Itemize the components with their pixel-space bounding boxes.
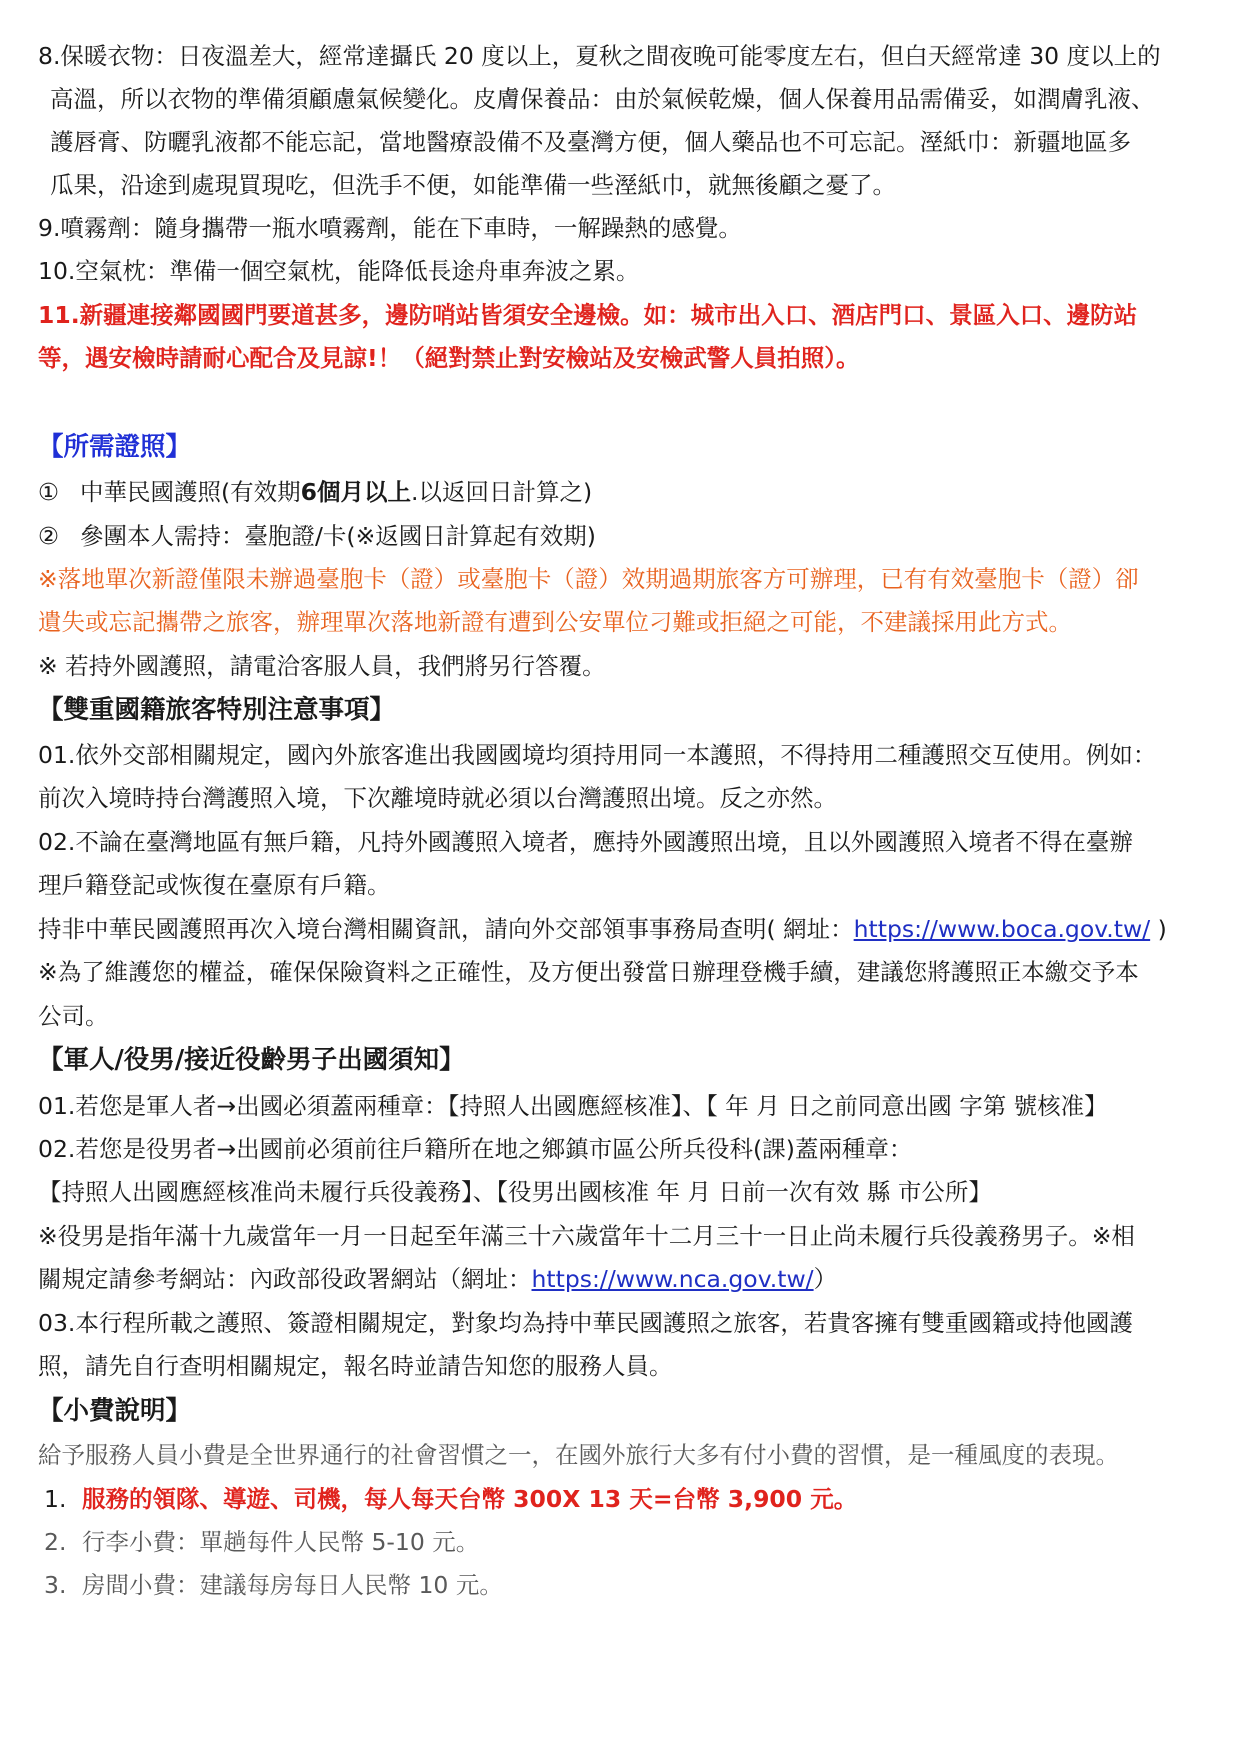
military-line3: 【持照人出國應經核准尚未履行兵役義務】、【役男出國核准 年 月 日前一次有效 縣 市公所】 [38,1178,992,1206]
docs-line2: ② 參團本人需持：臺胞證/卡(※返國日計算起有效期) [38,518,596,554]
item8-line1: 8.保暖衣物：日夜溫差大，經常達攝氏 20 度以上，夏秋之間夜晚可能零度左右，但白天經常達 30 度以上的 [38,42,1161,70]
nca-website-link[interactable]: https://www.nca.gov.tw/ [531,1265,814,1293]
dual-line5: 持非中華民國護照再次入境台灣相關資訊，請向外交部領事事務局查明( 網址：https://www.boca.gov.tw/ ) [38,915,1167,943]
tips-item-3: 3. 房間小費：建議每房每日人民幣 10 元。 [44,1571,503,1599]
military-line4: ※役男是指年滿十九歲當年一月一日起至年滿三十六歲當年十二月三十一日止尚未履行兵役義務男子。※相 [38,1222,1135,1250]
military-line7: 照，請先自行查明相關規定，報名時並請告知您的服務人員。 [38,1352,673,1380]
tips-intro: 給予服務人員小費是全世界通行的社會習慣之一，在國外旅行大多有付小費的習慣，是一種風度的表現。 [38,1441,1119,1469]
tips-item-1: 1. 服務的領隊、導遊、司機，每人每天台幣 300X 13 天=台幣 3,900 元。 [44,1485,858,1513]
item11-line2: 等，遇安檢時請耐心配合及見諒!！（絕對禁止對安檢站及安檢武警人員拍照）。 [38,344,860,372]
item8-line4: 瓜果，沿途到處現買現吃，但洗手不便，如能準備一些溼紙巾，就無後顧之憂了。 [50,171,896,199]
circled-two-marker: ② [38,522,60,550]
military-line6: 03.本行程所載之護照、簽證相關規定，對象均為持中華民國護照之旅客，若貴客擁有雙重國籍或持他國護 [38,1309,1133,1337]
dual-line2: 前次入境時持台灣護照入境，下次離境時就必須以台灣護照出境。反之亦然。 [38,784,837,812]
boca-website-link[interactable]: https://www.boca.gov.tw/ [853,915,1151,943]
docs-line1: ① 中華民國護照(有效期6個月以上.以返回日計算之) [38,474,592,510]
passport-validity-emphasis: 6個月以上 [300,478,412,506]
military-line1: 01.若您是軍人者→出國必須蓋兩種章：【持照人出國應經核准】、【 年 月 日之前同意出國 字第 號核准】 [38,1092,1108,1120]
dual-line1: 01.依外交部相關規定，國內外旅客進出我國國境均須持用同一本護照，不得持用二種護照交互使用。例如： [38,741,1157,769]
dual-line3: 02.不論在臺灣地區有無戶籍，凡持外國護照入境者，應持外國護照出境，且以外國護照入境者不得在臺辦 [38,828,1133,856]
military-line2: 02.若您是役男者→出國前必須前往戶籍所在地之鄉鎮市區公所兵役科(課)蓋兩種章： [38,1135,913,1163]
tips-item-2: 2. 行李小費：單趟每件人民幣 5-10 元。 [44,1528,480,1556]
required-docs-heading: 【所需證照】 [38,432,192,462]
circled-one-marker: ① [38,478,60,506]
docs-foreign-passport-note: ※ 若持外國護照，請電洽客服人員，我們將另行答覆。 [38,652,606,680]
dual-line7: 公司。 [38,1002,109,1030]
docs-warning-line1: ※落地單次新證僅限未辦過臺胞卡（證）或臺胞卡（證）效期過期旅客方可辦理，已有有效臺胞卡（證）卻 [38,565,1139,593]
item8-line2: 高溫，所以衣物的準備須顧慮氣候變化。皮膚保養品：由於氣候乾燥，個人保養用品需備妥，如潤膚乳液、 [50,85,1155,113]
item8-line3: 護唇膏、防曬乳液都不能忘記，當地醫療設備不及臺灣方便，個人藥品也不可忘記。溼紙巾：新疆地區多 [50,128,1131,156]
item10-text: 10.空氣枕：準備一個空氣枕，能降低長途舟車奔波之累。 [38,257,640,285]
item9-text: 9.噴霧劑：隨身攜帶一瓶水噴霧劑，能在下車時，一解躁熱的感覺。 [38,214,742,242]
dual-line4: 理戶籍登記或恢復在臺原有戶籍。 [38,871,391,899]
item11-line1: 11.新疆連接鄰國國門要道甚多，邊防哨站皆須安全邊檢。如：城市出入口、酒店門口、景區入口、邊防站 [38,301,1138,329]
military-line5: 關規定請參考網站：內政部役政署網站（網址：https://www.nca.gov.tw/） [38,1265,838,1293]
dual-nationality-heading: 【雙重國籍旅客特別注意事項】 [38,695,396,725]
dual-line6: ※為了維護您的權益，確保保險資料之正確性，及方便出發當日辦理登機手續，建議您將護照正本繳交予本 [38,958,1139,986]
docs-warning-line2: 遺失或忘記攜帶之旅客，辦理單次落地新證有遭到公安單位刁難或拒絕之可能，不建議採用此方式。 [38,608,1072,636]
military-heading: 【軍人/役男/接近役齡男子出國須知】 [38,1045,465,1075]
tips-heading: 【小費說明】 [38,1396,192,1426]
